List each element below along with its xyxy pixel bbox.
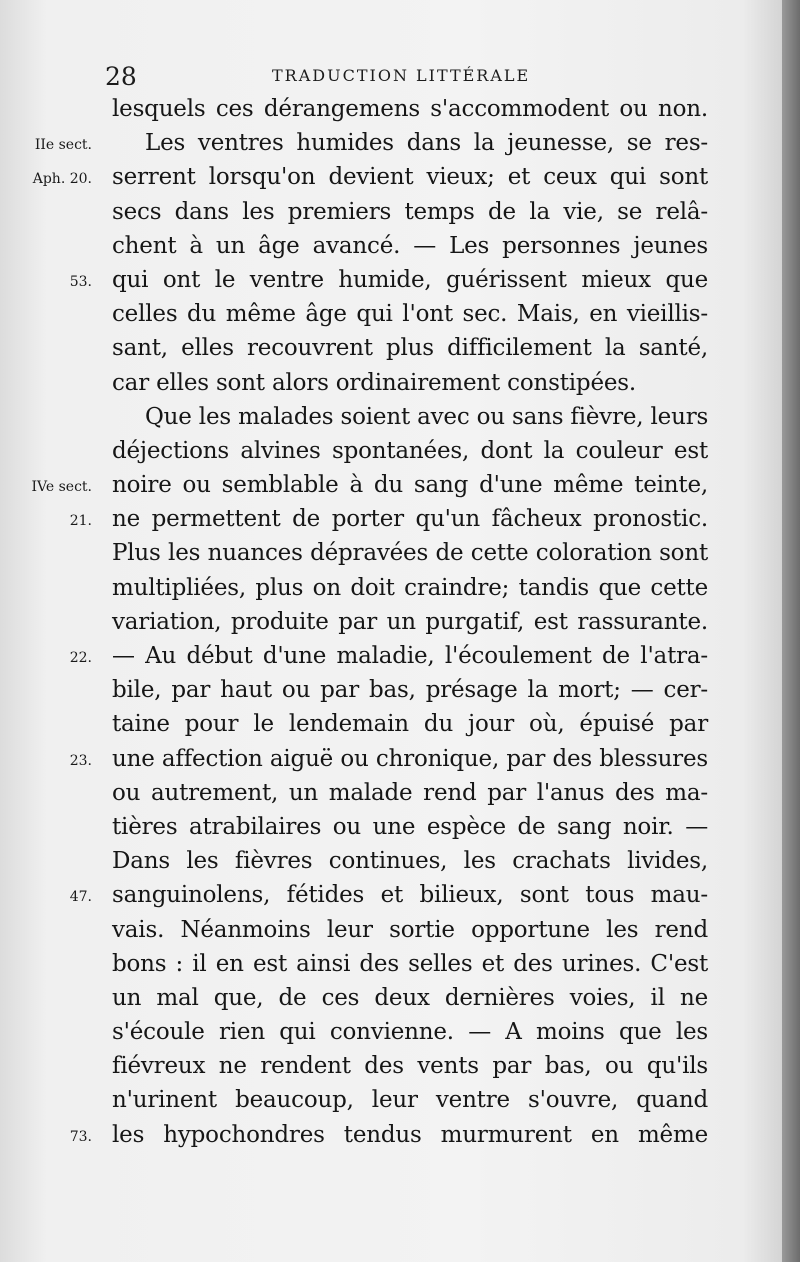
running-head	[0, 56, 782, 96]
line-text: vais. Néanmoins leur sortie opportune les rend	[112, 916, 708, 943]
line-text: secs dans les premiers temps de la vie, se relâ-	[112, 198, 708, 225]
line-text: lesquels ces dérangemens s'accommodent ou non.	[112, 96, 708, 122]
line-text: ne permettent de porter qu'un fâcheux pronostic.	[112, 506, 708, 533]
text-line	[0, 1085, 782, 1119]
margin-note: 21.	[69, 513, 92, 530]
text-line	[0, 436, 782, 470]
text-line	[0, 128, 782, 162]
text-line	[0, 162, 782, 196]
text-line	[0, 949, 782, 983]
text-line	[0, 197, 782, 231]
line-text: ou autrement, un malade rend par l'anus des ma-	[112, 779, 708, 806]
line-text: qui ont le ventre humide, guérissent mieux que	[112, 266, 708, 293]
line-text: bons : il en est ainsi des selles et des urines. C'est	[112, 950, 708, 977]
text-line	[0, 94, 782, 128]
margin-note: 73.	[69, 1128, 92, 1145]
body-text	[0, 94, 782, 1154]
margin-note: IVe sect.	[31, 479, 92, 496]
line-text: sanguinolens, fétides et bilieux, sont tous mau-	[112, 882, 708, 909]
line-text: — Au début d'une maladie, l'écoulement de l'atra-	[112, 643, 708, 669]
line-text: sant, elles recouvrent plus difficilement la santé,	[112, 335, 708, 362]
text-line	[0, 368, 782, 402]
text-line	[0, 778, 782, 812]
line-text: Les ventres humides dans la jeunesse, se res-	[145, 130, 708, 157]
text-line	[0, 231, 782, 265]
line-text: un mal que, de ces deux dernières voies, il ne	[112, 984, 708, 1011]
text-line	[0, 744, 782, 778]
margin-note: IIe sect.	[34, 137, 92, 154]
text-line	[0, 470, 782, 504]
text-line	[0, 812, 782, 846]
text-line	[0, 299, 782, 333]
text-line	[0, 573, 782, 607]
line-text: s'écoule rien qui convienne. — A moins que les	[112, 1019, 708, 1046]
margin-note: 47.	[69, 889, 92, 906]
text-line	[0, 504, 782, 538]
line-text: n'urinent beaucoup, leur ventre s'ouvre, quand	[112, 1087, 708, 1114]
line-text: les hypochondres tendus murmurent en même	[112, 1121, 708, 1148]
line-text: multipliées, plus on doit craindre; tandis que cette	[112, 574, 708, 601]
line-text: bile, par haut ou par bas, présage la mort; — cer-	[112, 677, 708, 704]
line-text: Plus les nuances dépravées de cette coloration sont	[112, 540, 708, 567]
line-text: fiévreux ne rendent des vents par bas, ou qu'ils	[112, 1053, 708, 1080]
text-line	[0, 1120, 782, 1154]
text-line	[0, 538, 782, 572]
line-text: Dans les fièvres continues, les crachats livides,	[112, 848, 708, 875]
text-line	[0, 915, 782, 949]
line-text: noire ou semblable à du sang d'une même teinte,	[112, 472, 708, 499]
line-text: chent à un âge avancé. — Les personnes jeunes	[112, 232, 708, 259]
line-text: car elles sont alors ordinairement constipées.	[112, 369, 636, 396]
text-line	[0, 607, 782, 641]
text-line	[0, 709, 782, 743]
text-line	[0, 402, 782, 436]
text-line	[0, 333, 782, 367]
line-text: déjections alvines spontanées, dont la couleur est	[112, 437, 708, 464]
line-text: une affection aiguë ou chronique, par des blessures	[112, 745, 708, 772]
text-line	[0, 1017, 782, 1051]
text-line	[0, 846, 782, 880]
margin-note: Aph. 20.	[32, 171, 92, 188]
page-edge	[782, 0, 800, 1262]
line-text: tières atrabilaires ou une espèce de sang noir. —	[112, 813, 708, 840]
text-line	[0, 880, 782, 914]
line-text: variation, produite par un purgatif, est rassurante.	[112, 608, 708, 635]
margin-note: 22.	[69, 650, 92, 666]
text-line	[0, 1051, 782, 1085]
text-line	[0, 675, 782, 709]
line-text: celles du même âge qui l'ont sec. Mais, en vieillis-	[112, 301, 708, 328]
line-text: serrent lorsqu'on devient vieux; et ceux qui sont	[112, 164, 708, 191]
line-text: taine pour le lendemain du jour où, épuisé par	[112, 711, 708, 738]
line-text: Que les malades soient avec ou sans fièvre, leurs	[145, 403, 709, 430]
text-line	[0, 265, 782, 299]
margin-note: 53.	[69, 273, 92, 290]
margin-note: 23.	[69, 752, 92, 769]
page-number: 28	[105, 62, 137, 91]
running-title: TRADUCTION LITTÉRALE	[272, 66, 531, 85]
text-line	[0, 641, 782, 675]
text-line	[0, 983, 782, 1017]
